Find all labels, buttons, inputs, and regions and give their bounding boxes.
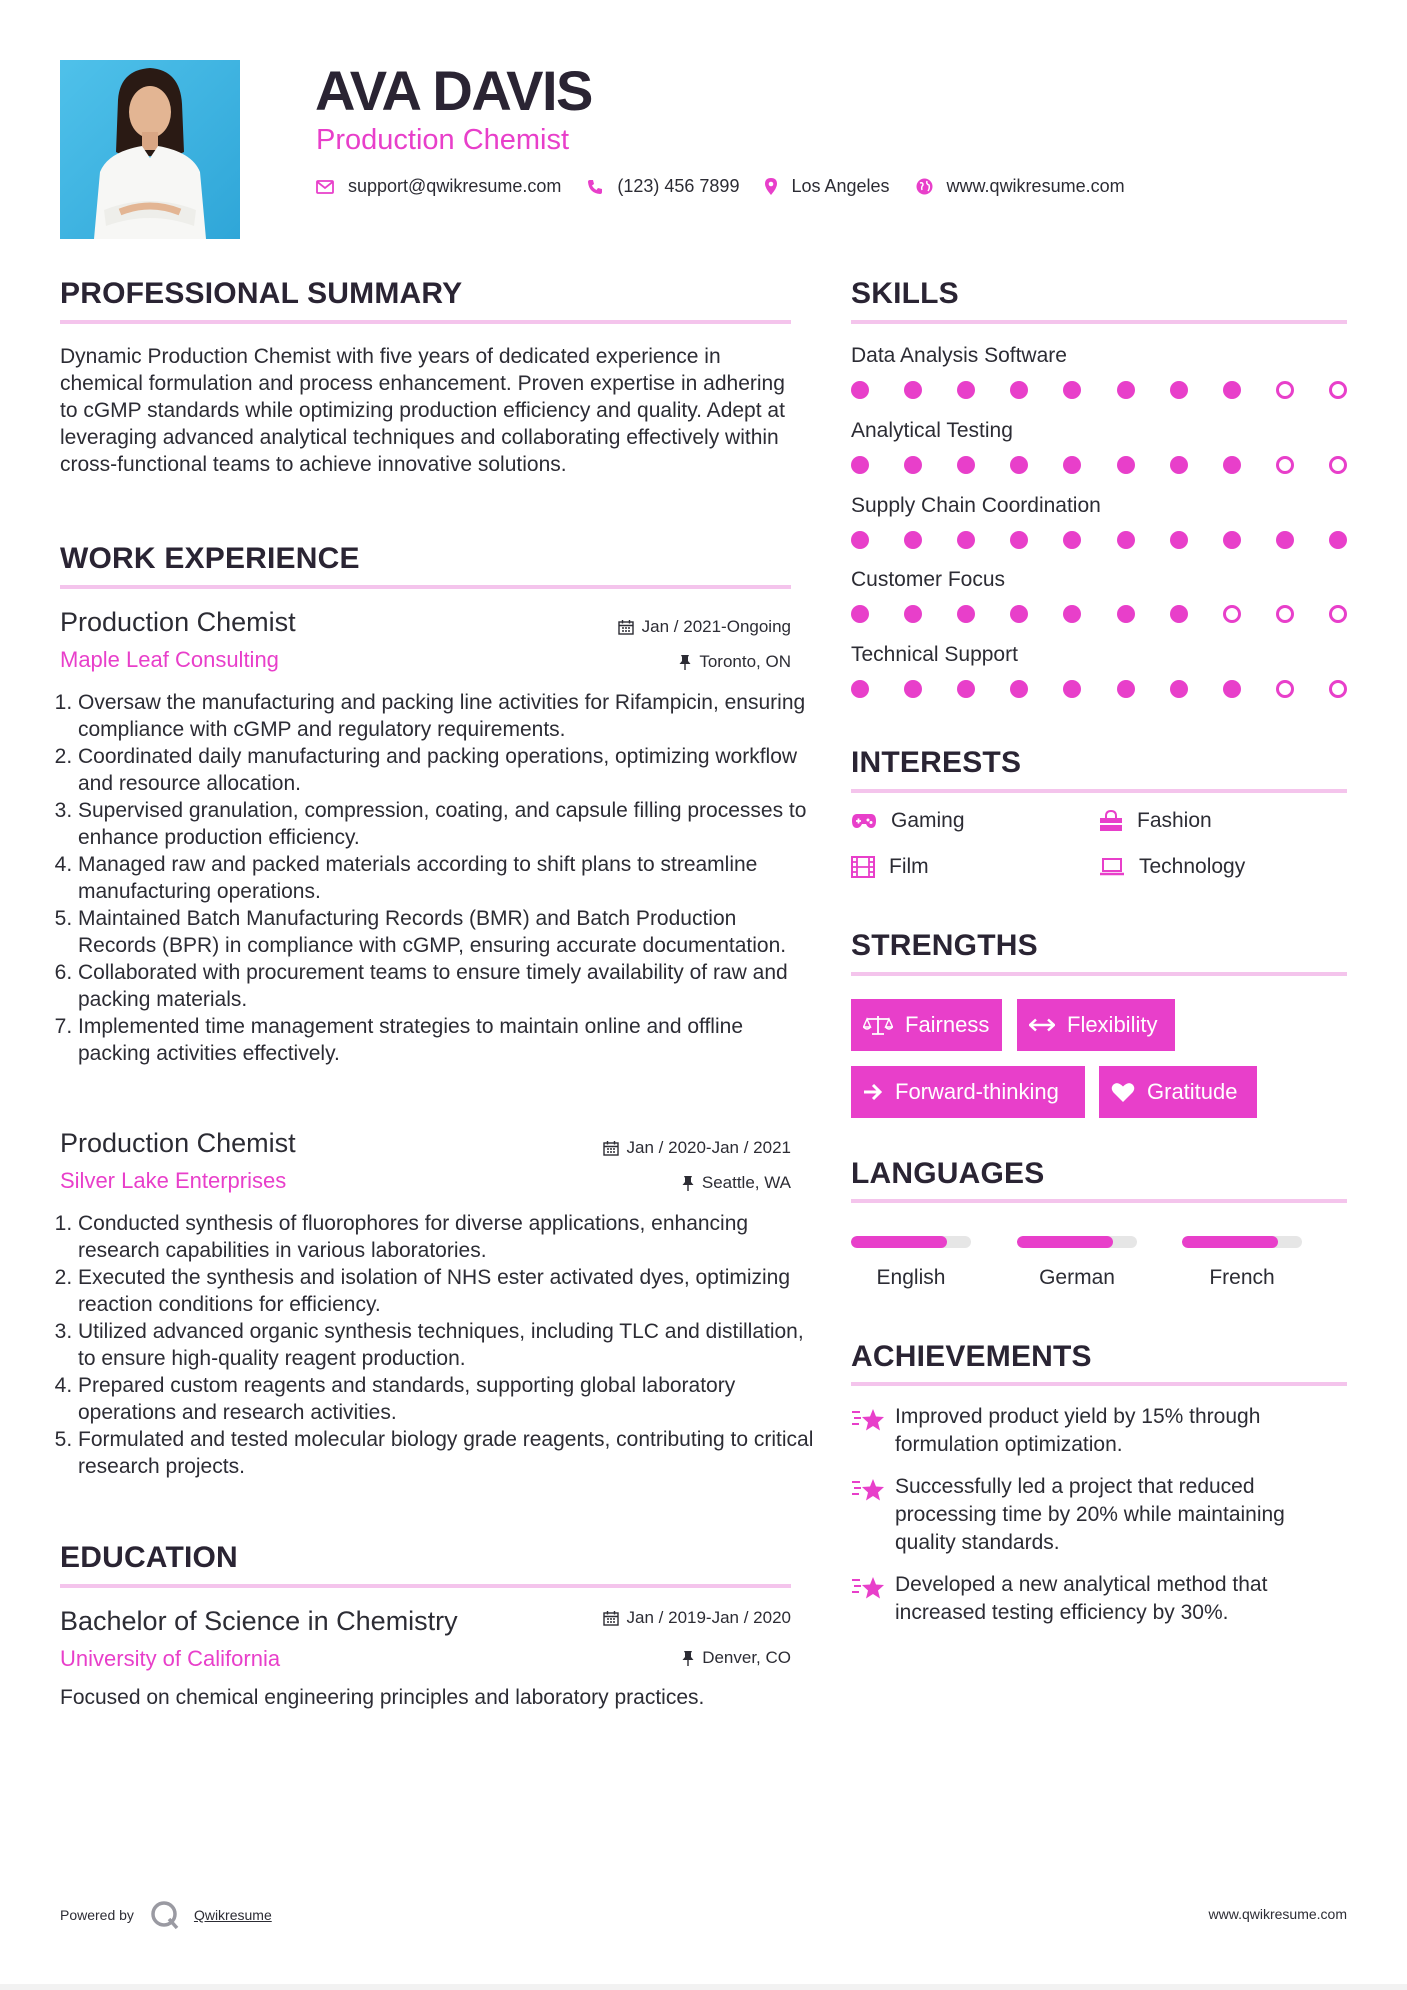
language-name: English — [876, 1266, 946, 1289]
skill-rating — [851, 381, 1347, 399]
rating-dot-empty — [1276, 381, 1294, 399]
rating-dot-filled — [1010, 605, 1028, 623]
rating-dot-filled — [851, 456, 869, 474]
list-item: 5. Formulated and tested molecular biology grade reagents, contributing to critical research projects. — [78, 1426, 818, 1480]
rating-dot-filled — [1117, 680, 1135, 698]
rating-dot-filled — [957, 456, 975, 474]
language-bar — [851, 1236, 971, 1248]
rating-dot-filled — [1063, 531, 1081, 549]
rating-dot-filled — [1063, 680, 1081, 698]
list-item: 5. Maintained Batch Manufacturing Records (BMR) and Batch Production Records (BPR) in compliance with cGMP, ensuring accurate documentation. — [78, 905, 818, 959]
heart-icon — [1111, 1082, 1135, 1103]
rating-dot-filled — [904, 381, 922, 399]
rating-dot-filled — [1063, 381, 1081, 399]
achievement-item — [851, 1571, 1351, 1627]
arrow-right-icon — [863, 1083, 883, 1101]
powered-by-label: Powered by — [60, 1907, 134, 1923]
rating-dot-filled — [904, 605, 922, 623]
achievement-item — [851, 1403, 1351, 1459]
experience-divider — [60, 585, 791, 589]
experience-heading: WORK EXPERIENCE — [60, 542, 360, 575]
envelope-icon — [316, 180, 334, 194]
strength-label: Gratitude — [1147, 1079, 1238, 1104]
language-name: German — [1039, 1266, 1115, 1289]
contact-email-text: support@qwikresume.com — [348, 176, 562, 196]
list-item: 2. Executed the synthesis and isolation of NHS ester activated dyes, optimizing reaction conditions for efficiency. — [78, 1264, 818, 1318]
rating-dot-filled — [1117, 605, 1135, 623]
phone-icon — [587, 179, 603, 195]
interests-divider — [851, 789, 1347, 793]
rating-dot-filled — [1063, 605, 1081, 623]
language-bar-fill — [1017, 1236, 1113, 1248]
candidate-title: Production Chemist — [316, 124, 570, 156]
rating-dot-filled — [851, 605, 869, 623]
rating-dot-filled — [1223, 531, 1241, 549]
interests-heading: INTERESTS — [851, 746, 1022, 779]
rating-dot-filled — [1223, 456, 1241, 474]
language-bar — [1182, 1236, 1302, 1248]
summary-text: Dynamic Production Chemist with five years of dedicated experience in chemical formulation and process enhancement. Proven expertise in adhering to cGMP standards while optimizing production efficiency and quality. Adept at leveraging advanced analytical techniques and collaborating effectively within cross-functional teams to achieve innovative solutions. — [60, 345, 785, 476]
shooting-star-icon — [851, 1403, 895, 1459]
map-pin-icon — [765, 178, 777, 195]
rating-dot-filled — [1223, 381, 1241, 399]
language-bar — [1017, 1236, 1137, 1248]
footer-divider — [0, 1984, 1407, 1990]
strength-chip — [1099, 1066, 1257, 1118]
shooting-star-icon — [851, 1571, 895, 1627]
film-icon — [851, 856, 875, 878]
language-bar-fill — [1182, 1236, 1278, 1248]
languages-heading: LANGUAGES — [851, 1157, 1045, 1190]
rating-dot-filled — [1170, 456, 1188, 474]
skill-rating — [851, 680, 1347, 698]
qwikresume-logo-icon — [150, 1900, 180, 1930]
education-description: Focused on chemical engineering principles and laboratory practices. — [60, 1686, 705, 1709]
profile-photo — [60, 60, 240, 239]
list-item: 2. Coordinated daily manufacturing and packing operations, optimizing workflow and resource allocation. — [78, 743, 818, 797]
strength-chip — [851, 999, 1002, 1051]
rating-dot-empty — [1329, 456, 1347, 474]
interest-label: Film — [889, 855, 929, 878]
rating-dot-empty — [1276, 456, 1294, 474]
job-title: Production Chemist — [60, 1128, 296, 1158]
strength-label: Forward-thinking — [895, 1079, 1059, 1104]
skill-name: Data Analysis Software — [851, 344, 1067, 367]
job-location — [679, 651, 791, 673]
language-item — [851, 1236, 971, 1290]
job-title: Production Chemist — [60, 607, 296, 637]
calendar-icon — [618, 619, 634, 635]
language-item — [1017, 1236, 1137, 1290]
rating-dot-filled — [1276, 531, 1294, 549]
list-item: 3. Supervised granulation, compression, coating, and capsule filling processes to enhance production efficiency. — [78, 797, 818, 851]
skill-rating — [851, 605, 1347, 623]
interest-label: Technology — [1139, 855, 1246, 878]
list-item: 1. Conducted synthesis of fluorophores for diverse applications, enhancing research capabilities in various laboratories. — [78, 1210, 818, 1264]
job-location-text: Toronto, ON — [699, 652, 791, 671]
skill-name: Analytical Testing — [851, 419, 1013, 442]
candidate-name: AVA DAVIS — [315, 59, 592, 122]
skill-rating — [851, 531, 1347, 549]
strength-chip — [1017, 999, 1175, 1051]
rating-dot-filled — [1223, 680, 1241, 698]
pushpin-icon — [679, 654, 691, 670]
list-item: 7. Implemented time management strategies to maintain online and offline packing activities effectively. — [78, 1013, 818, 1067]
rating-dot-filled — [957, 605, 975, 623]
skill-name: Customer Focus — [851, 568, 1006, 591]
rating-dot-filled — [957, 381, 975, 399]
rating-dot-filled — [904, 680, 922, 698]
skills-divider — [851, 320, 1347, 324]
job-dates-text: Jan / 2020-Jan / 2021 — [626, 1138, 791, 1157]
job-responsibilities — [60, 1210, 818, 1480]
interest-label: Fashion — [1137, 809, 1212, 832]
gamepad-icon — [851, 813, 877, 829]
job-location-text: Seattle, WA — [701, 1173, 791, 1192]
rating-dot-empty — [1329, 680, 1347, 698]
rating-dot-filled — [1010, 680, 1028, 698]
list-item: 4. Managed raw and packed materials according to shift plans to streamline manufacturing operations. — [78, 851, 818, 905]
achievement-text: Developed a new analytical method that increased testing efficiency by 30%. — [895, 1573, 1268, 1624]
achievement-text: Improved product yield by 15% through formulation optimization. — [895, 1405, 1261, 1456]
education-location — [682, 1647, 791, 1669]
rating-dot-filled — [1010, 456, 1028, 474]
calendar-icon — [603, 1610, 619, 1626]
contact-website[interactable] — [916, 176, 1125, 197]
job-dates — [603, 1137, 791, 1159]
skills-heading: SKILLS — [851, 277, 959, 310]
language-item — [1182, 1236, 1302, 1290]
pushpin-icon — [682, 1650, 694, 1666]
job-location — [682, 1172, 791, 1194]
rating-dot-filled — [957, 531, 975, 549]
shooting-star-icon — [851, 1473, 895, 1557]
interest-technology — [1099, 855, 1245, 879]
rating-dot-filled — [1170, 531, 1188, 549]
rating-dot-filled — [1170, 381, 1188, 399]
rating-dot-empty — [1276, 605, 1294, 623]
degree-title: Bachelor of Science in Chemistry — [60, 1606, 458, 1636]
interest-label: Gaming — [891, 809, 965, 832]
achievements-divider — [851, 1382, 1347, 1386]
skill-name: Supply Chain Coordination — [851, 494, 1101, 517]
contact-location-text: Los Angeles — [791, 176, 890, 196]
contact-email[interactable] — [316, 176, 561, 197]
achievement-item — [851, 1473, 1351, 1557]
laptop-icon — [1099, 857, 1125, 877]
rating-dot-filled — [957, 680, 975, 698]
rating-dot-filled — [1010, 381, 1028, 399]
rating-dot-filled — [1117, 531, 1135, 549]
interest-film — [851, 855, 929, 879]
job-dates-text: Jan / 2021-Ongoing — [641, 617, 791, 636]
list-item: 3. Utilized advanced organic synthesis techniques, including TLC and distillation, to ensure high-quality reagent production. — [78, 1318, 818, 1372]
rating-dot-filled — [1170, 605, 1188, 623]
globe-icon — [916, 178, 933, 195]
pushpin-icon — [682, 1175, 694, 1191]
footer-powered-by — [60, 1900, 272, 1930]
interest-gaming — [851, 809, 965, 833]
shopping-bag-icon — [1099, 810, 1123, 832]
balance-scale-icon — [863, 1014, 893, 1036]
contact-bar — [316, 176, 1151, 197]
rating-dot-filled — [1010, 531, 1028, 549]
education-dates — [603, 1607, 791, 1629]
rating-dot-empty — [1329, 605, 1347, 623]
job-company: Silver Lake Enterprises — [60, 1168, 287, 1193]
strengths-heading: STRENGTHS — [851, 929, 1038, 962]
qwikresume-link[interactable]: Qwikresume — [193, 1907, 272, 1923]
rating-dot-filled — [851, 381, 869, 399]
summary-divider — [60, 320, 791, 324]
job-dates — [618, 616, 791, 638]
rating-dot-filled — [1063, 456, 1081, 474]
skill-name: Technical Support — [851, 643, 1018, 666]
rating-dot-empty — [1329, 381, 1347, 399]
job-company: Maple Leaf Consulting — [60, 647, 279, 672]
list-item: 6. Collaborated with procurement teams to ensure timely availability of raw and packing materials. — [78, 959, 818, 1013]
strength-label: Fairness — [905, 1012, 990, 1037]
achievements-heading: ACHIEVEMENTS — [851, 1340, 1092, 1373]
rating-dot-filled — [1117, 381, 1135, 399]
languages-divider — [851, 1199, 1347, 1203]
strength-label: Flexibility — [1067, 1012, 1158, 1037]
school-name: University of California — [60, 1646, 281, 1671]
contact-website-text: www.qwikresume.com — [946, 176, 1125, 196]
achievement-text: Successfully led a project that reduced processing time by 20% while maintaining quality standards. — [895, 1475, 1285, 1554]
education-location-text: Denver, CO — [702, 1648, 791, 1667]
arrows-horizontal-icon — [1029, 1018, 1055, 1032]
contact-phone-text: (123) 456 7899 — [617, 176, 740, 196]
rating-dot-filled — [851, 680, 869, 698]
rating-dot-empty — [1223, 605, 1241, 623]
contact-location — [765, 176, 889, 197]
education-heading: EDUCATION — [60, 1541, 238, 1574]
calendar-icon — [603, 1140, 619, 1156]
language-name: French — [1209, 1266, 1275, 1289]
contact-phone[interactable] — [587, 176, 739, 197]
rating-dot-filled — [851, 531, 869, 549]
rating-dot-filled — [1170, 680, 1188, 698]
rating-dot-filled — [1329, 531, 1347, 549]
education-dates-text: Jan / 2019-Jan / 2020 — [626, 1608, 791, 1627]
list-item: 1. Oversaw the manufacturing and packing line activities for Rifampicin, ensuring compliance with cGMP and regulatory requirements. — [78, 689, 818, 743]
education-divider — [60, 1584, 791, 1588]
summary-heading: PROFESSIONAL SUMMARY — [60, 277, 463, 310]
skill-rating — [851, 456, 1347, 474]
language-bar-fill — [851, 1236, 947, 1248]
rating-dot-filled — [1117, 456, 1135, 474]
strengths-divider — [851, 972, 1347, 976]
strength-chip — [851, 1066, 1085, 1118]
rating-dot-filled — [904, 531, 922, 549]
interest-fashion — [1099, 809, 1212, 833]
rating-dot-empty — [1276, 680, 1294, 698]
job-responsibilities — [60, 689, 818, 1067]
footer-website[interactable]: www.qwikresume.com — [1208, 1906, 1347, 1922]
list-item: 4. Prepared custom reagents and standards, supporting global laboratory operations and research activities. — [78, 1372, 818, 1426]
rating-dot-filled — [904, 456, 922, 474]
